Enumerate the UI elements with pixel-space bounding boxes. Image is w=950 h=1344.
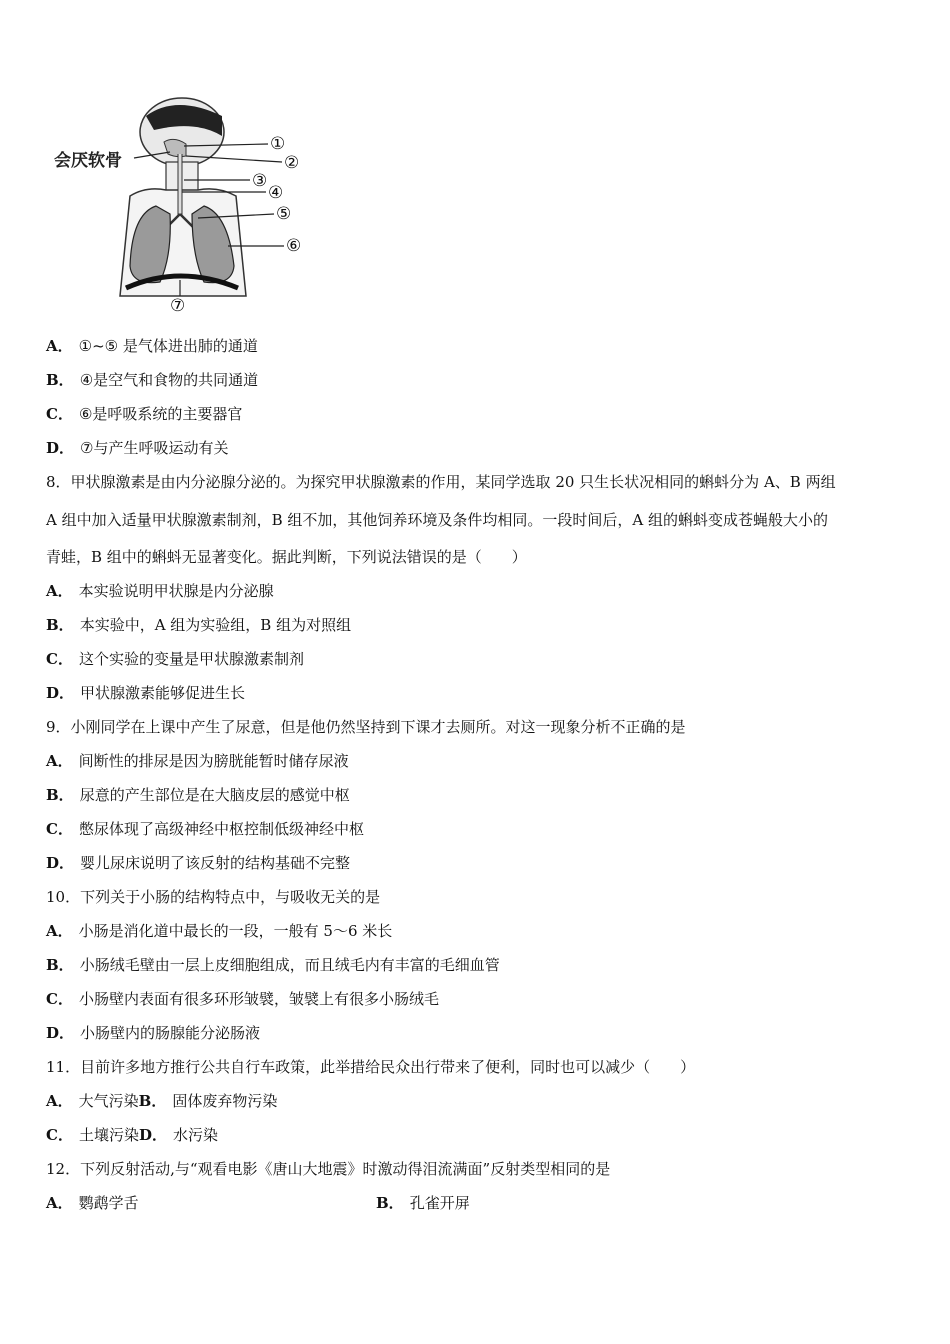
q9-option-a: A． 间断性的排尿是因为膀胱能暂时储存尿液 <box>46 752 349 770</box>
marker-7: ⑦ <box>170 296 186 316</box>
q10-stem: 10．下列关于小肠的结构特点中，与吸收无关的是 <box>46 888 381 906</box>
q9-option-b: B． 尿意的产生部位是在大脑皮层的感觉中枢 <box>46 786 350 804</box>
q8-option-a: A． 本实验说明甲状腺是内分泌腺 <box>46 582 274 600</box>
marker-6: ⑥ <box>286 236 302 256</box>
q8-stem-line-3: 青蛙，B 组中的蝌蚪无显著变化。据此判断，下列说法错误的是（ ） <box>46 548 527 566</box>
epiglottis-label: 会厌软骨 <box>54 151 122 171</box>
q10-option-c: C． 小肠壁内表面有很多环形皱襞，皱襞上有很多小肠绒毛 <box>46 990 439 1008</box>
q11-options-line-2: C． 土壤污染D． 水污染 <box>46 1126 218 1144</box>
respiratory-system-figure <box>46 96 314 324</box>
q12-option-a: A． 鹦鹉学舌 <box>46 1194 139 1212</box>
marker-2: ② <box>284 153 300 173</box>
q12-options-line <box>46 1193 906 1213</box>
marker-4: ④ <box>268 183 284 203</box>
q7-option-c: C． ⑥是呼吸系统的主要器官 <box>46 405 243 423</box>
q11-options-line-1: A． 大气污染B． 固体废弃物污染 <box>46 1092 278 1110</box>
q8-option-d: D． 甲状腺激素能够促进生长 <box>46 684 246 702</box>
q11-stem: 11．目前许多地方推行公共自行车政策，此举措给民众出行带来了便利，同时也可以减少（ ） <box>46 1058 696 1076</box>
q7-option-d: D． ⑦与产生呼吸运动有关 <box>46 439 229 457</box>
marker-3: ③ <box>252 171 268 191</box>
q10-option-d: D． 小肠壁内的肠腺能分泌肠液 <box>46 1024 261 1042</box>
q12-stem: 12．下列反射活动,与“观看电影《唐山大地震》时激动得泪流满面”反射类型相同的是 <box>46 1160 611 1178</box>
respiratory-diagram <box>46 96 314 324</box>
q10-option-b: B． 小肠绒毛壁由一层上皮细胞组成，而且绒毛内有丰富的毛细血管 <box>46 956 500 974</box>
q9-option-d: D． 婴儿尿床说明了该反射的结构基础不完整 <box>46 854 351 872</box>
q12-option-b: B． 孔雀开屏 <box>376 1194 470 1212</box>
marker-5: ⑤ <box>276 204 292 224</box>
q9-stem: 9．小刚同学在上课中产生了尿意，但是他仍然坚持到下课才去厕所。对这一现象分析不正确的是 <box>46 718 686 736</box>
q7-option-b: B． ④是空气和食物的共同通道 <box>46 371 259 389</box>
q8-option-c: C． 这个实验的变量是甲状腺激素制剂 <box>46 650 304 668</box>
q8-stem-line-1: 8．甲状腺激素是由内分泌腺分泌的。为探究甲状腺激素的作用，某同学选取 20 只生长状况相同的蝌蚪分为 A、B 两组 <box>46 473 836 491</box>
q10-option-a: A． 小肠是消化道中最长的一段，一般有 5～6 米长 <box>46 922 393 940</box>
q8-stem-line-2: A 组中加入适量甲状腺激素制剂，B 组不加，其他饲养环境及条件均相同。一段时间后，A 组的蝌蚪变成苍蝇般大小的 <box>46 511 828 529</box>
q9-option-c: C． 憋尿体现了高级神经中枢控制低级神经中枢 <box>46 820 364 838</box>
q7-option-a: A． ①~⑤ 是气体进出肺的通道 <box>46 337 258 355</box>
marker-1: ① <box>270 134 286 154</box>
q8-option-b: B． 本实验中，A 组为实验组，B 组为对照组 <box>46 616 352 634</box>
